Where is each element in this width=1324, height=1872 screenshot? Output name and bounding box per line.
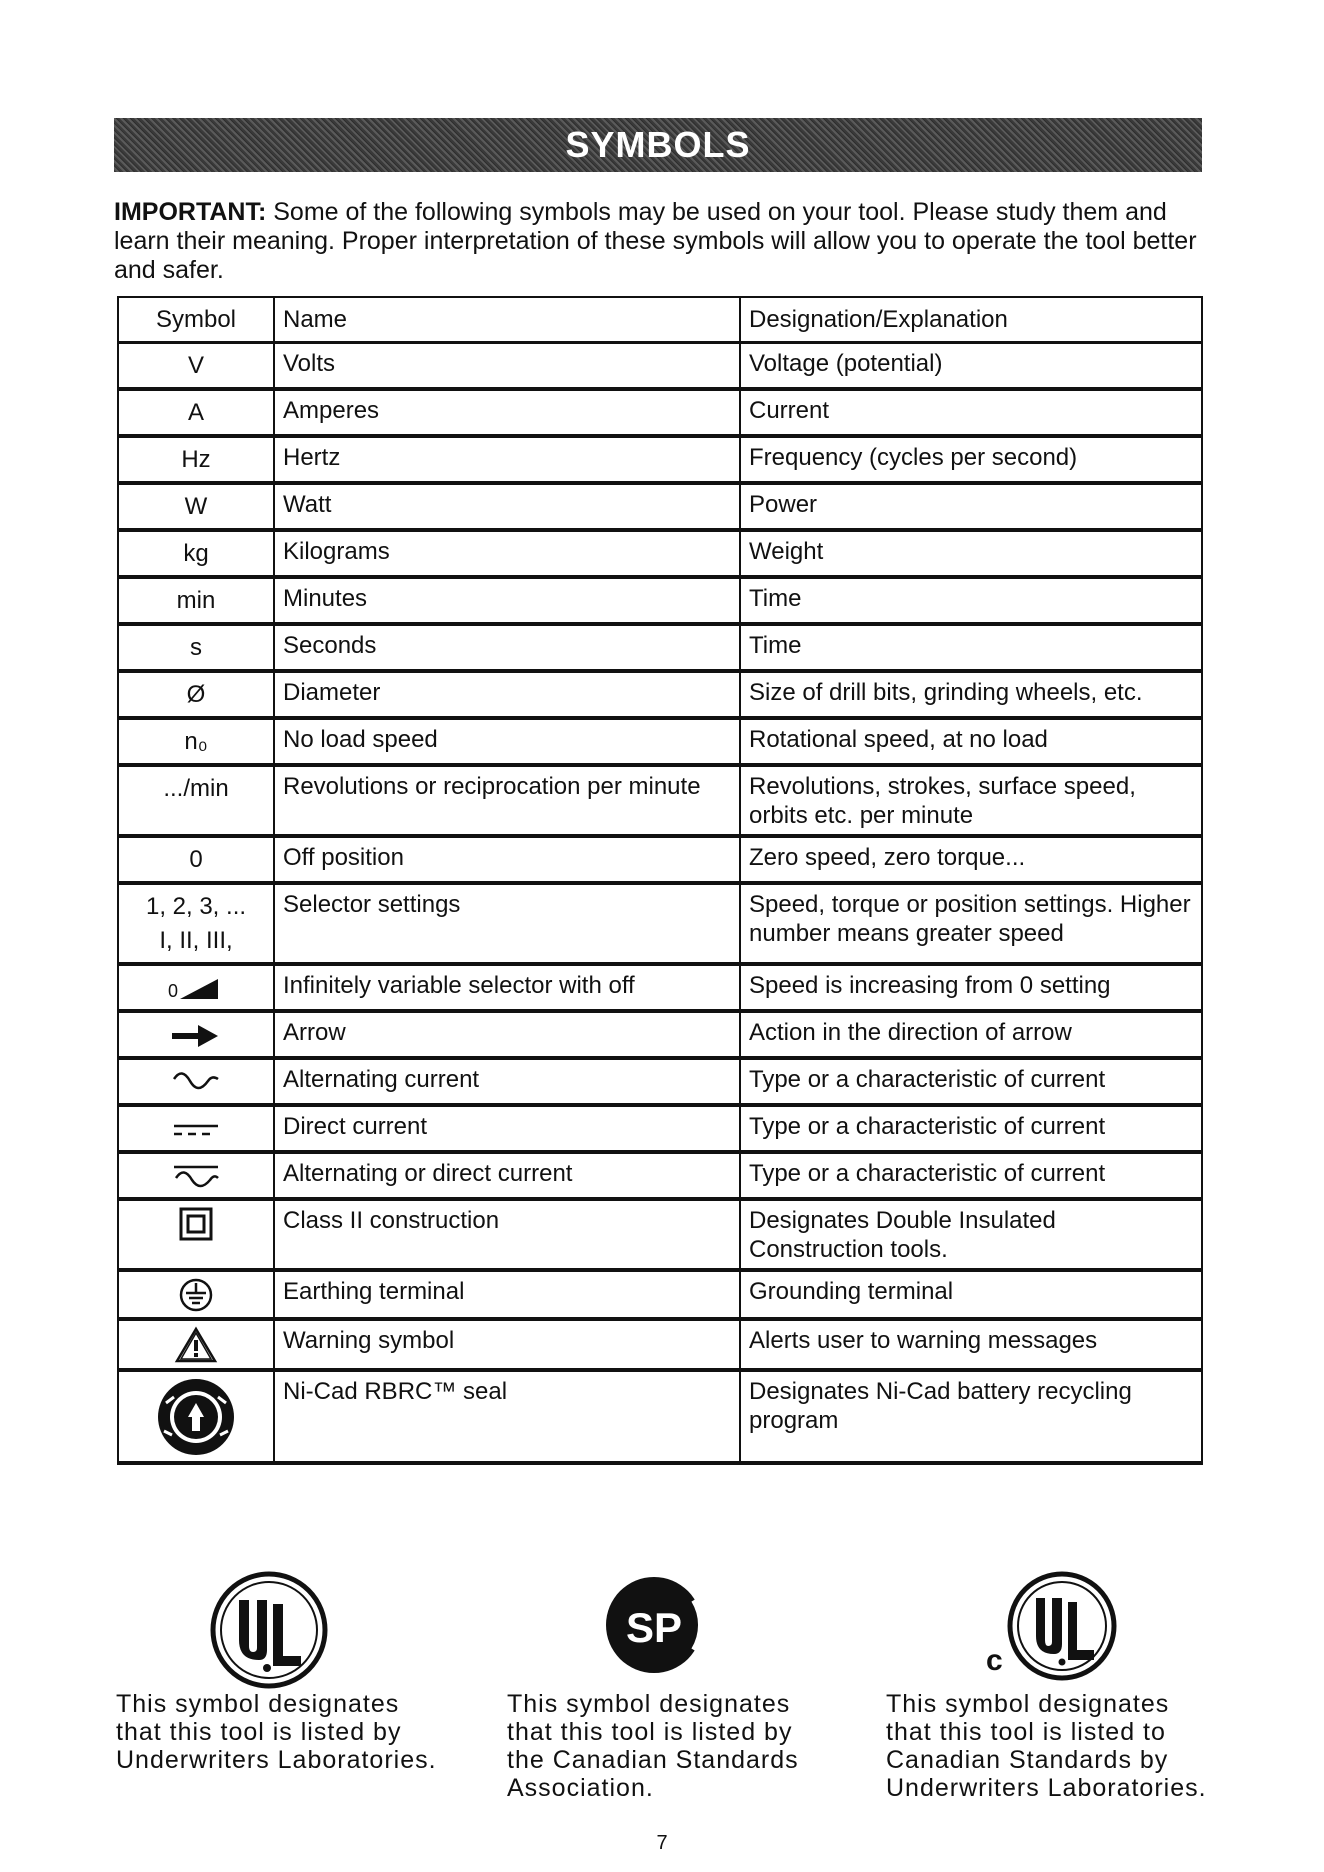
name-cell: Off position	[274, 836, 740, 883]
designation-cell: Grounding terminal	[740, 1270, 1202, 1319]
cul-logo-icon	[984, 1570, 1124, 1695]
symbol-cell	[118, 436, 274, 483]
name-cell: Hertz	[274, 436, 740, 483]
table-row	[118, 389, 1202, 436]
column-header-designation: Designation/Explanation	[740, 297, 1202, 343]
symbol-cell	[118, 1011, 274, 1058]
variable-speed-wedge-icon	[166, 974, 226, 1001]
direct-current-icon	[168, 1115, 224, 1142]
designation-cell: Zero speed, zero torque...	[740, 836, 1202, 883]
symbol-text: kg	[183, 540, 209, 567]
symbol-cell	[118, 1152, 274, 1199]
name-cell: Kilograms	[274, 530, 740, 577]
symbol-text: A	[187, 399, 204, 426]
earth-ground-icon	[178, 1280, 214, 1307]
symbol-cell	[118, 765, 274, 836]
column-header-symbol: Symbol	[118, 297, 274, 343]
designation-cell: Rotational speed, at no load	[740, 718, 1202, 765]
page-title: SYMBOLS	[565, 124, 751, 165]
name-cell: Earthing terminal	[274, 1270, 740, 1319]
symbols-table	[117, 296, 1203, 1465]
designation-cell: Power	[740, 483, 1202, 530]
table-row	[118, 1152, 1202, 1199]
symbol-text: W	[184, 493, 208, 520]
symbol-cell	[118, 577, 274, 624]
designation-cell: Designates Double Insulated Construction tools.	[740, 1199, 1202, 1270]
csa-logo-icon	[604, 1570, 704, 1685]
ul-caption: This symbol designates that this tool is listed by Underwriters Laboratories.	[116, 1690, 437, 1774]
double-square-icon	[178, 1209, 214, 1236]
designation-cell: Alerts user to warning messages	[740, 1319, 1202, 1370]
designation-cell: Time	[740, 624, 1202, 671]
svg-text:0: 0	[168, 980, 179, 1001]
symbol-text: Hz	[181, 446, 211, 473]
symbol-text: 1, 2, 3, ... I, II, III,	[145, 893, 247, 954]
svg-text:SP: SP	[625, 1604, 683, 1651]
table-row	[118, 483, 1202, 530]
name-cell: Revolutions or reciprocation per minute	[274, 765, 740, 836]
intro-text: Some of the following symbols may be used on your tool. Please study them and learn their meaning. Proper interpretation of these symbols will allow you to operate the tool better and safer.	[114, 198, 1197, 284]
rbrc-seal-icon	[156, 1402, 236, 1429]
alternating-current-icon	[168, 1068, 224, 1095]
table-row	[118, 1011, 1202, 1058]
table-row	[118, 1319, 1202, 1370]
designation-cell: Type or a characteristic of current	[740, 1058, 1202, 1105]
name-cell: Class II construction	[274, 1199, 740, 1270]
table-row	[118, 836, 1202, 883]
symbol-text: n₀	[184, 728, 208, 755]
designation-cell: Speed is increasing from 0 setting	[740, 964, 1202, 1011]
symbol-cell	[118, 1105, 274, 1152]
designation-cell: Current	[740, 389, 1202, 436]
table-row	[118, 1199, 1202, 1270]
intro-paragraph	[114, 198, 1206, 285]
table-row	[118, 577, 1202, 624]
symbol-text: 0	[189, 846, 203, 873]
name-cell: Warning symbol	[274, 1319, 740, 1370]
table-row	[118, 1105, 1202, 1152]
designation-cell: Revolutions, strokes, surface speed, orbits etc. per minute	[740, 765, 1202, 836]
symbol-text: s	[190, 634, 202, 661]
table-row	[118, 1370, 1202, 1463]
table-row	[118, 530, 1202, 577]
symbol-cell	[118, 483, 274, 530]
warning-triangle-icon	[174, 1330, 218, 1357]
symbol-cell	[118, 883, 274, 964]
symbol-cell	[118, 530, 274, 577]
certification-logos	[114, 1570, 1206, 1690]
designation-cell: Type or a characteristic of current	[740, 1105, 1202, 1152]
cul-caption: This symbol designates that this tool is listed to Canadian Standards by Underwriters Laboratories.	[886, 1690, 1207, 1802]
name-cell: Selector settings	[274, 883, 740, 964]
table-row	[118, 883, 1202, 964]
table-row	[118, 718, 1202, 765]
symbols-banner	[114, 118, 1202, 172]
name-cell: Ni-Cad RBRC™ seal	[274, 1370, 740, 1463]
symbol-cell	[118, 1370, 274, 1463]
symbol-cell	[118, 389, 274, 436]
table-row	[118, 671, 1202, 718]
table-row	[118, 436, 1202, 483]
column-header-name: Name	[274, 297, 740, 343]
designation-cell: Voltage (potential)	[740, 343, 1202, 390]
name-cell: Volts	[274, 343, 740, 390]
symbol-cell	[118, 1319, 274, 1370]
ac-dc-current-icon	[168, 1162, 224, 1189]
symbol-cell	[118, 343, 274, 390]
symbol-cell	[118, 671, 274, 718]
designation-cell: Weight	[740, 530, 1202, 577]
csa-caption: This symbol designates that this tool is listed by the Canadian Standards Association.	[507, 1690, 799, 1802]
name-cell: Diameter	[274, 671, 740, 718]
designation-cell: Speed, torque or position settings. Higher number means greater speed	[740, 883, 1202, 964]
designation-cell: Frequency (cycles per second)	[740, 436, 1202, 483]
symbol-text: .../min	[163, 775, 229, 802]
symbol-cell	[118, 718, 274, 765]
name-cell: Minutes	[274, 577, 740, 624]
designation-cell: Type or a characteristic of current	[740, 1152, 1202, 1199]
designation-cell: Designates Ni-Cad battery recycling program	[740, 1370, 1202, 1463]
table-row	[118, 624, 1202, 671]
ul-logo-icon	[209, 1570, 329, 1695]
designation-cell: Time	[740, 577, 1202, 624]
symbol-cell	[118, 964, 274, 1011]
symbol-cell	[118, 1199, 274, 1270]
name-cell: Seconds	[274, 624, 740, 671]
table-row	[118, 343, 1202, 390]
symbol-text: min	[176, 587, 216, 614]
name-cell: Direct current	[274, 1105, 740, 1152]
name-cell: Infinitely variable selector with off	[274, 964, 740, 1011]
name-cell: Alternating current	[274, 1058, 740, 1105]
table-header-row	[118, 297, 1202, 343]
designation-cell: Size of drill bits, grinding wheels, etc.	[740, 671, 1202, 718]
table-row	[118, 1058, 1202, 1105]
important-label: IMPORTANT:	[114, 198, 267, 226]
name-cell: Alternating or direct current	[274, 1152, 740, 1199]
symbol-text: V	[187, 352, 204, 379]
name-cell: Arrow	[274, 1011, 740, 1058]
name-cell: Amperes	[274, 389, 740, 436]
name-cell: Watt	[274, 483, 740, 530]
page-number: 7	[656, 1832, 668, 1854]
table-row	[118, 964, 1202, 1011]
designation-cell: Action in the direction of arrow	[740, 1011, 1202, 1058]
name-cell: No load speed	[274, 718, 740, 765]
symbol-cell	[118, 1270, 274, 1319]
symbol-cell	[118, 836, 274, 883]
svg-text:c: c	[986, 1644, 1003, 1677]
arrow-right-icon	[168, 1021, 224, 1048]
symbol-text: Ø	[186, 681, 206, 708]
symbol-cell	[118, 1058, 274, 1105]
symbol-cell	[118, 624, 274, 671]
table-row	[118, 765, 1202, 836]
table-row	[118, 1270, 1202, 1319]
